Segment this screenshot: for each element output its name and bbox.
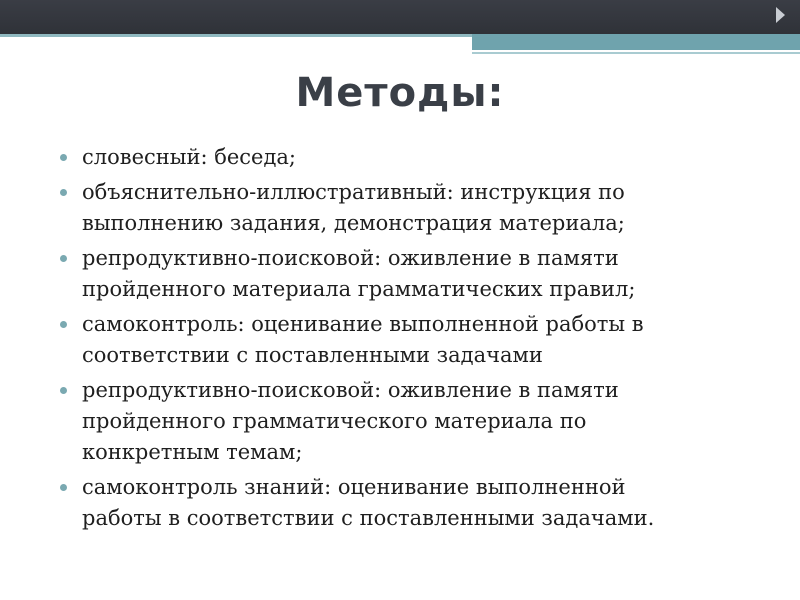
list-item-line: репродуктивно-поисковой: оживление в памяти	[82, 378, 619, 402]
list-item	[56, 375, 776, 468]
header-band-light	[0, 34, 472, 37]
list-item-line: соответствии с поставленными задачами	[82, 343, 543, 367]
list-item	[56, 472, 776, 534]
list-item	[56, 142, 776, 173]
list-item-line: самоконтроль знаний: оценивание выполненной	[82, 475, 626, 499]
list-item	[56, 309, 776, 371]
list-item-line: конкретным темам;	[82, 440, 303, 464]
bullet-icon	[60, 154, 67, 161]
list-item-line: пройденного материала грамматических правил;	[82, 277, 636, 301]
slide-content	[56, 142, 776, 538]
header-band-teal	[472, 34, 800, 50]
slide-title: Методы:	[295, 70, 505, 116]
list-item-line: словесный: беседа;	[82, 145, 296, 169]
methods-list	[56, 142, 776, 534]
list-item-line: выполнению задания, демонстрация материала;	[82, 211, 625, 235]
list-item-line: объяснительно-иллюстративный: инструкция по	[82, 180, 625, 204]
bullet-icon	[60, 387, 67, 394]
list-item-line: работы в соответствии с поставленными задачами.	[82, 506, 655, 530]
list-item-line: репродуктивно-поисковой: оживление в памяти	[82, 246, 619, 270]
header-band-dark	[0, 0, 800, 34]
bullet-icon	[60, 189, 67, 196]
bullet-icon	[60, 321, 67, 328]
list-item-line: пройденного грамматического материала по	[82, 409, 587, 433]
list-item	[56, 177, 776, 239]
list-item	[56, 243, 776, 305]
bullet-icon	[60, 255, 67, 262]
bullet-icon	[60, 484, 67, 491]
triangle-marker-icon	[776, 7, 785, 23]
header-band-teal-thin	[472, 52, 800, 54]
list-item-line: самоконтроль: оценивание выполненной работы в	[82, 312, 644, 336]
